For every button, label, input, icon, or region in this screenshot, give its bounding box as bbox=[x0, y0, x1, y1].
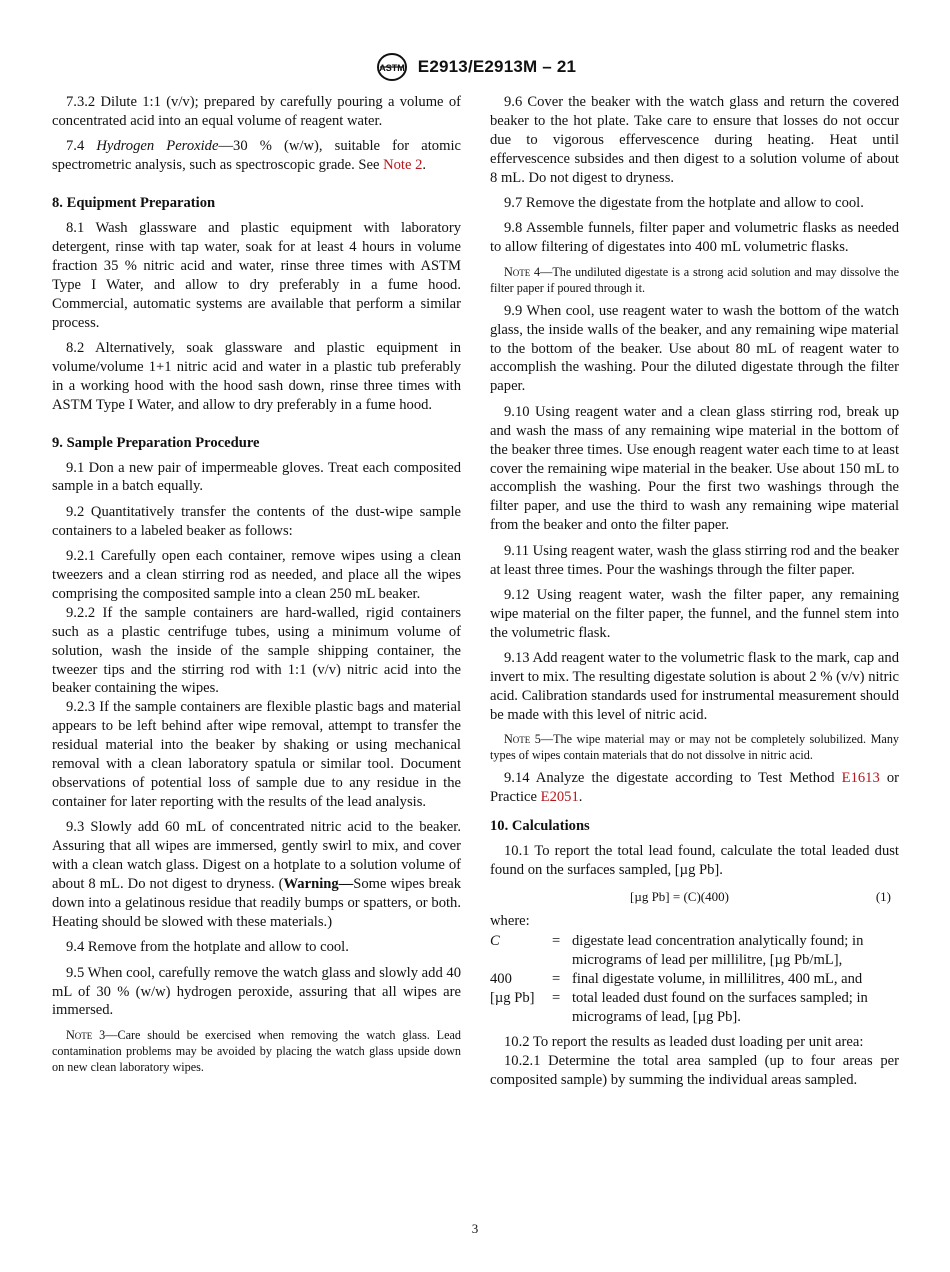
note-4: Note 4—The undiluted digestate is a strong acid solution and may dissolve the filter paper if poured through it. bbox=[490, 264, 899, 295]
paragraph-9-13: 9.13 Add reagent water to the volumetric flask to the mark, cap and invert to mix. The resulting digestate solution is about 2 % (v/v) nitric acid. Calibration standards used for instrumental measurement should be made with this level of nitric acid. bbox=[490, 650, 899, 723]
paragraph-9-2: 9.2 Quantitatively transfer the contents of the dust-wipe sample containers to a labeled beaker as follows: bbox=[52, 503, 461, 539]
paragraph-9-8: 9.8 Assemble funnels, filter paper and volumetric flasks as needed to allow filtering of digestates into 400 mL volumetric flasks. bbox=[490, 220, 899, 256]
definition-symbol: [µg Pb] bbox=[490, 989, 535, 1006]
paragraph-8-2: 8.2 Alternatively, soak glassware and plastic equipment in volume/volume 1+1 nitric acid and water in a plastic tub preferably in a working hood with the hood sash down, rinse three times with ASTM Type I Water, and allow to dry preferably in a fume hood. bbox=[52, 339, 461, 413]
definitions-list bbox=[490, 932, 899, 1027]
left-column bbox=[52, 93, 461, 1081]
paragraph-9-11: 9.11 Using reagent water, wash the glass stirring rod and the beaker at least three times. Pour the washings through the filter paper. bbox=[490, 542, 899, 578]
paragraph-9-12: 9.12 Using reagent water, wash the filter paper, any remaining wipe material on the filter paper, the funnel, and the funnel stem into the volumetric flask. bbox=[490, 586, 899, 641]
paragraph-10-1: 10.1 To report the total lead found, calculate the total leaded dust found on the surfaces sampled, [µg Pb]. bbox=[490, 843, 899, 878]
definition-row: 400 = final digestate volume, in millilitres, 400 mL, and bbox=[490, 970, 899, 989]
standard-designation: E2913/E2913M – 21 bbox=[417, 57, 577, 76]
paragraph-9-2-3: 9.2.3 If the sample containers are flexible plastic bags and material appears to be left behind after wipe removal, attempt to transfer the residual material into the beaker by shaking or using mechanical removal with a clean laboratory spatula or similar tool. Document observations of potential loss of sample due to any residue in the container for later reporting with the results of the lead analysis. bbox=[52, 699, 461, 810]
paragraph-9-2-2: 9.2.2 If the sample containers are hard-walled, rigid containers such as a plastic centrifuge tubes, using a minimum volume of solution, wash the inside of the sample shipping container, the tweezer tips and the stirring rod with 1:1 (v/v) nitric acid into the beaker containing the wipes. bbox=[52, 604, 461, 697]
definition-text: total leaded dust found on the surfaces sampled; in micrograms of lead, [µg Pb]. bbox=[572, 989, 868, 1025]
paragraph-9-7: 9.7 Remove the digestate from the hotplate and allow to cool. bbox=[504, 195, 864, 212]
paragraph-7-4: 7.4 Hydrogen Peroxide—30 % (w/w), suitable for atomic spectrometric analysis, such as spectroscopic grade. See Note 2. bbox=[52, 138, 461, 174]
paragraph-9-9: 9.9 When cool, use reagent water to wash the bottom of the watch glass, the inside walls of the beaker, and any remaining wipe material to the bottom of the beaker. Use about 80 mL of reagent water to accomplish the washing. Pour the diluted digestate through the filter paper. bbox=[490, 302, 899, 395]
equation-1 bbox=[490, 886, 899, 908]
equation-number: (1) bbox=[875, 888, 891, 904]
paragraph-9-14: 9.14 Analyze the digestate according to Test Method E1613 or Practice E2051. bbox=[490, 770, 899, 806]
section-9-heading: 9. Sample Preparation Procedure bbox=[52, 434, 260, 451]
paragraph-7-3-2: 7.3.2 Dilute 1:1 (v/v); prepared by carefully pouring a volume of concentrated acid into an equal volume of reagent water. bbox=[52, 94, 461, 129]
svg-text:ASTM: ASTM bbox=[379, 63, 405, 73]
astm-logo-icon bbox=[374, 52, 410, 82]
definition-row: [µg Pb] = total leaded dust found on the surfaces sampled; in micrograms of lead, [µg Pb]. bbox=[490, 989, 899, 1027]
paragraph-9-1: 9.1 Don a new pair of impermeable gloves. Treat each composited sample in a batch equally. bbox=[52, 459, 461, 495]
paragraph-9-4: 9.4 Remove from the hotplate and allow to cool. bbox=[66, 939, 349, 956]
right-column bbox=[490, 93, 899, 1096]
definition-symbol: 400 bbox=[490, 971, 512, 988]
paragraph-9-10: 9.10 Using reagent water and a clean glass stirring rod, break up and wash the mass of any remaining wipe material in the bottom of the beaker three times. Use enough reagent water each time to at least cover the remaining wipe material in the beaker. Use about 150 mL to accomplish the washing. Pour the first two washings through the filter paper, and use the third to wash any remaining wipe material from the beaker and onto the filter paper. bbox=[490, 403, 899, 534]
equation-rhs: = (C)(400) bbox=[669, 888, 729, 904]
definition-text: final digestate volume, in millilitres, 400 mL, and bbox=[572, 971, 863, 988]
definition-symbol: C bbox=[490, 933, 500, 950]
paragraph-8-1: 8.1 Wash glassware and plastic equipment with laboratory detergent, rinse with tap water, soak for at least 4 hours in volume fraction 35 % nitric acid and water, rinse three times with ASTM Type I Water, and allow to dry preferably in a fume hood. Commercial, automatic systems are available that perform a similar process. bbox=[52, 220, 461, 331]
paragraph-9-3: 9.3 Slowly add 60 mL of concentrated nitric acid to the beaker. Assuring that all wipes are immersed, gently swirl to mix, and cover with a clean watch glass. Digest on a hotplate to a solution volume of about 8 mL. Do not digest to dryness. (Warning—Some wipes break down into a gelatinous residue that readily bumps or spatters, or both. Heating should be slowed with these materials.) bbox=[52, 819, 461, 930]
equation-lhs: [µg Pb] bbox=[630, 888, 670, 904]
page-header bbox=[0, 50, 950, 84]
paragraph-10-2-1: 10.2.1 Determine the total area sampled (up to four areas per composited sample) by summing the individual areas sampled. bbox=[490, 1052, 899, 1088]
where-label: where: bbox=[490, 913, 530, 930]
section-10-heading: 10. Calculations bbox=[490, 818, 590, 835]
e1613-link[interactable]: E1613 bbox=[841, 770, 880, 787]
section-8-heading: 8. Equipment Preparation bbox=[52, 195, 216, 212]
definition-text: digestate lead concentration analytically found; in micrograms of lead per millilitre, [µg Pb/mL], bbox=[572, 933, 864, 969]
note-5: Note 5—The wipe material may or may not be completely solubilized. Many types of wipes contain materials that do not dissolve in nitric acid. bbox=[490, 732, 900, 763]
paragraph-10-2: 10.2 To report the results as leaded dust loading per unit area: bbox=[504, 1033, 864, 1050]
page-number: 3 bbox=[471, 1221, 479, 1236]
definition-row: C = digestate lead concentration analytically found; in micrograms of lead per millilitre, [µg Pb/mL], bbox=[490, 932, 899, 970]
paragraph-9-5: 9.5 When cool, carefully remove the watch glass and slowly add 40 mL of 30 % (w/w) hydrogen peroxide, assuring that all wipes are immersed. bbox=[52, 964, 461, 1019]
paragraph-9-6: 9.6 Cover the beaker with the watch glass and return the covered beaker to the hot plate. Take care to ensure that losses do not occur due to vigorous effervescence during heating. Heat until effervescence subsides and then digest to a solution volume of about 8 mL. Do not digest to dryness. bbox=[490, 94, 899, 186]
note-2-link[interactable]: Note 2 bbox=[383, 157, 423, 174]
paragraph-9-2-1: 9.2.1 Carefully open each container, remove wipes using a clean tweezers and a clean stirring rod as needed, and place all the wipes comprising the composited sample into a clean 250 mL beaker. bbox=[52, 548, 461, 602]
e2051-link[interactable]: E2051 bbox=[540, 789, 579, 806]
note-3: Note 3—Care should be exercised when removing the watch glass. Lead contamination problems may be avoided by placing the watch glass upside down on new clean laboratory wipes. bbox=[52, 1027, 462, 1074]
